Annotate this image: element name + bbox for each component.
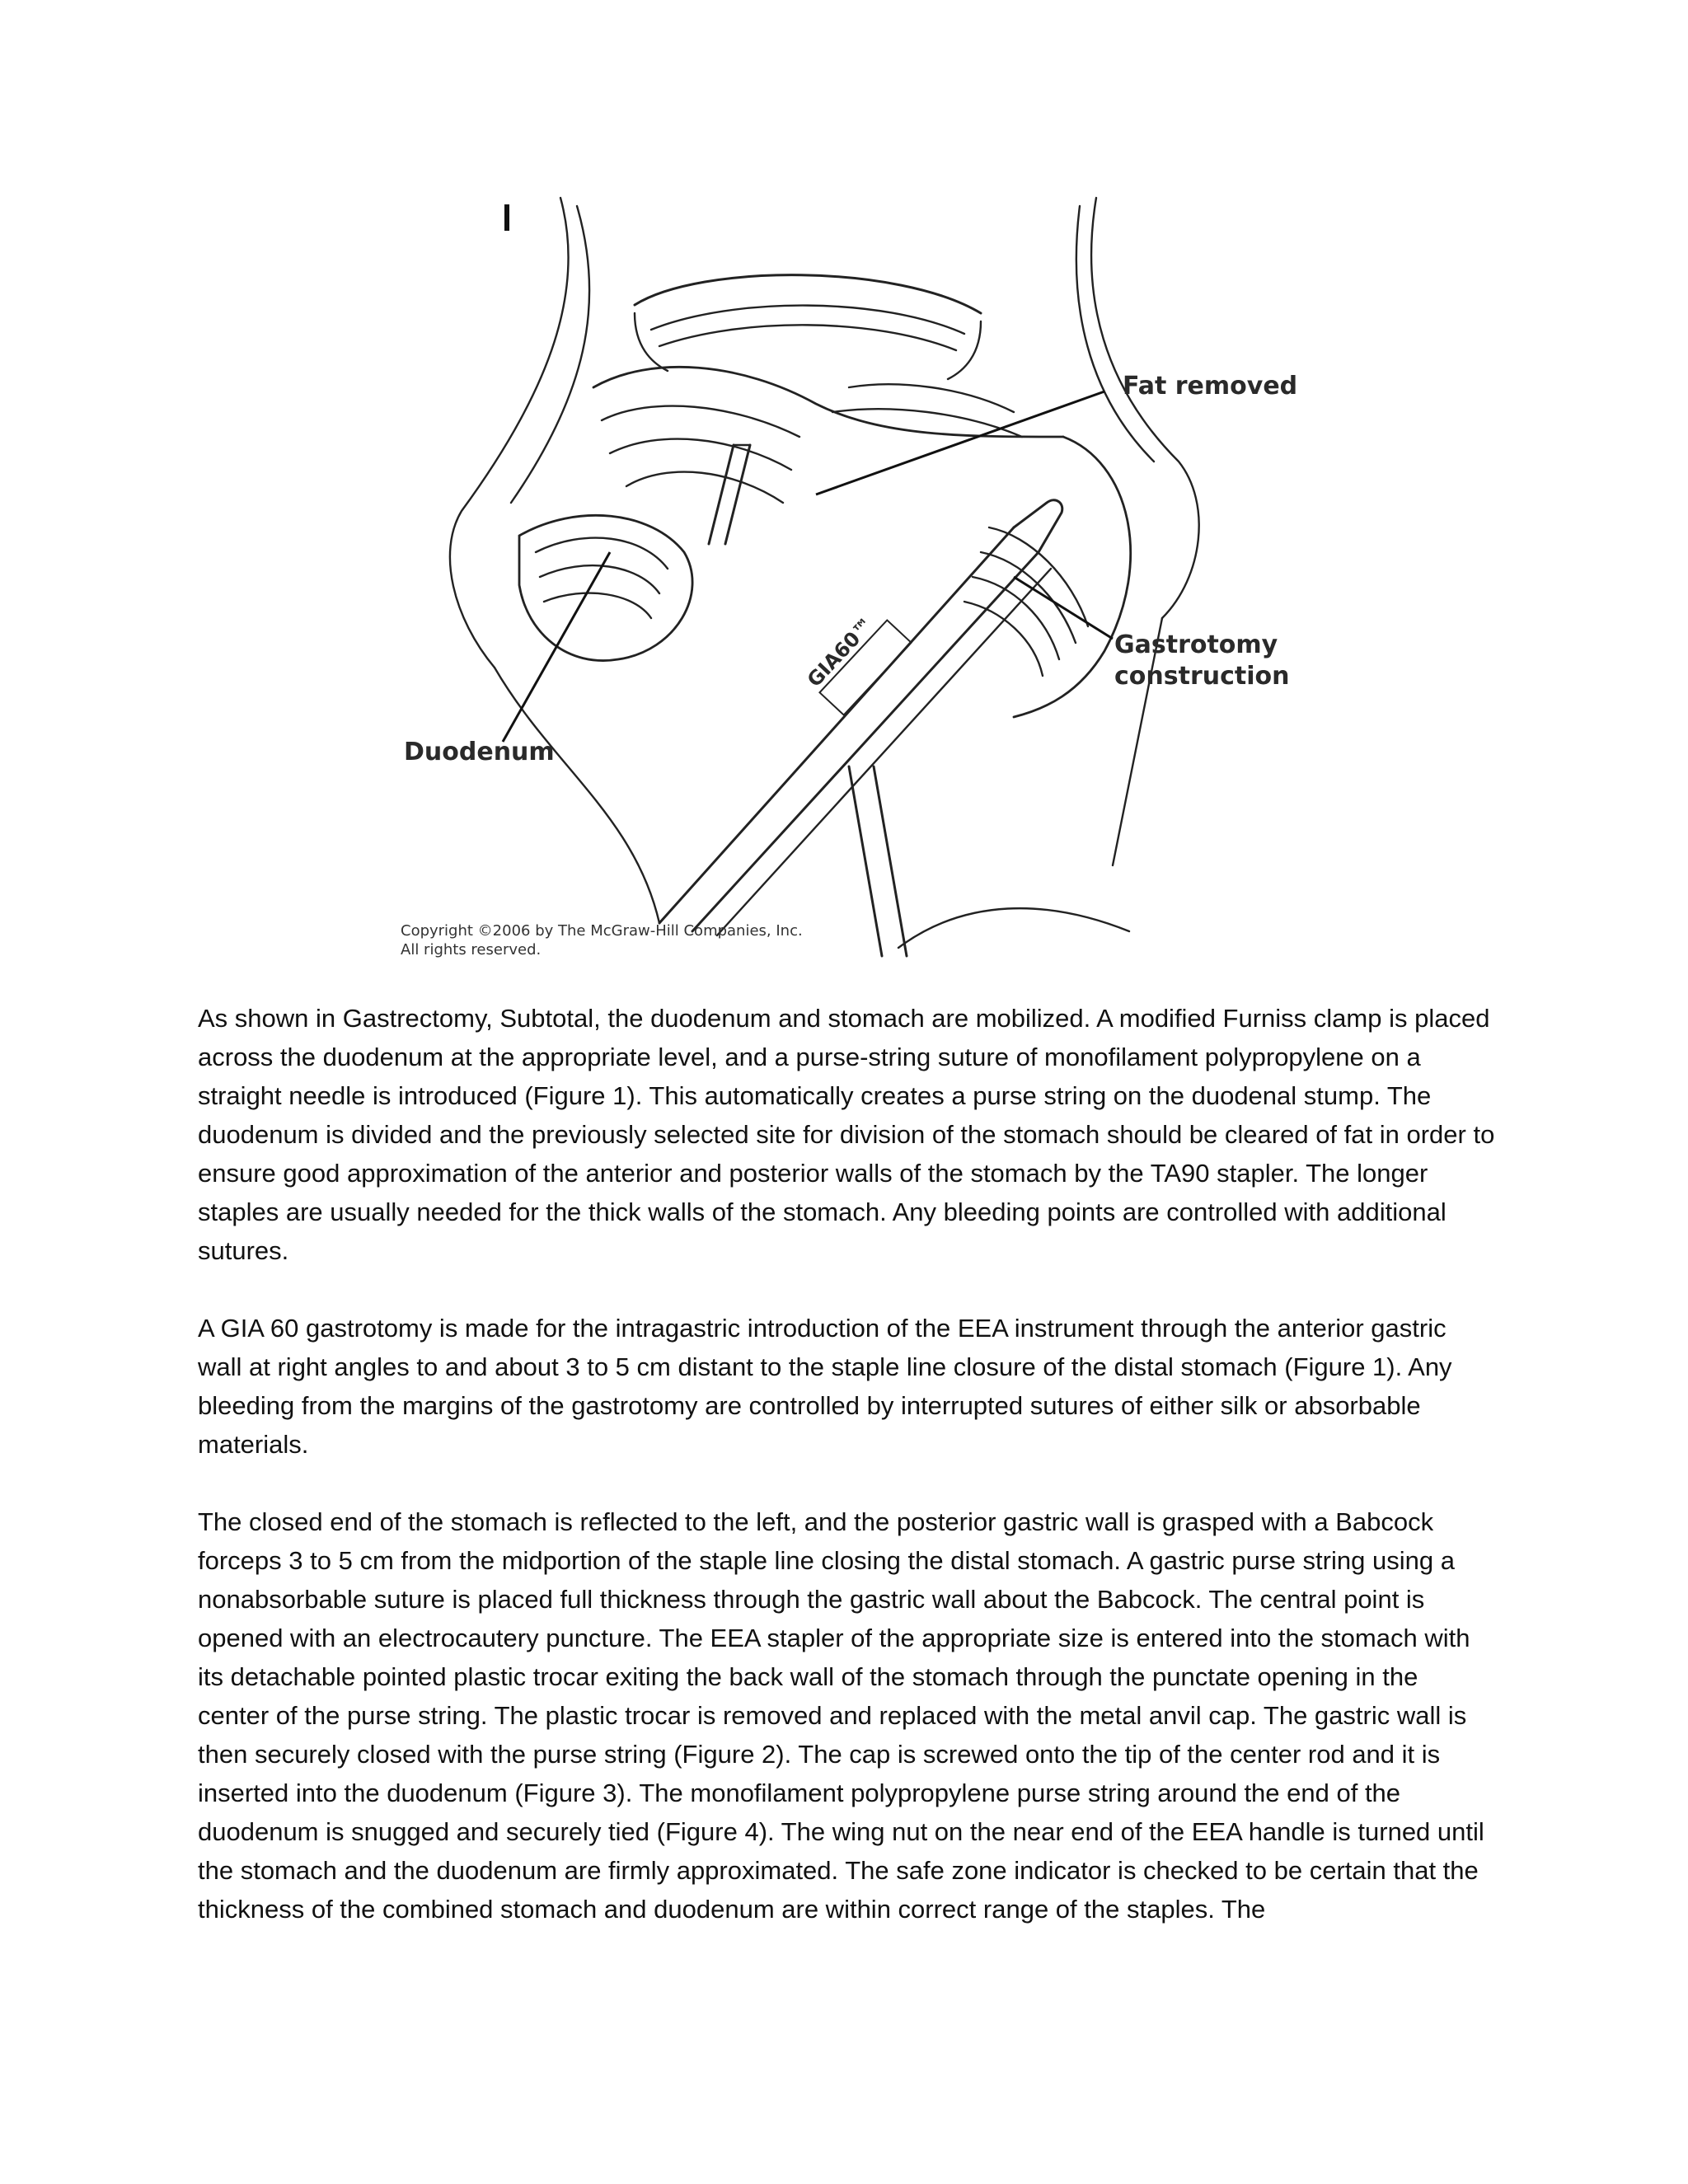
paragraph-3: The closed end of the stomach is reflected to the left, and the posterior gastric wall is grasped with a Babcock forceps 3 to 5 cm from the midportion of the staple line closing the distal stomach. A gastric purse string using a nonabsorbable suture is placed full thickness through the gastric wall about the Babcock. The central point is opened with an electrocautery puncture. The EEA stapler of the appropriate size is entered into the stomach with its detachable pointed plastic trocar exiting the back wall of the stomach through the punctate opening in the center of the purse string. The plastic trocar is removed and replaced with the metal anvil cap. The gastric wall is then securely closed with the purse string (Figure 2). The cap is screwed onto the tip of the center rod and it is inserted into the duodenum (Figure 3). The monofilament polypropylene purse string around the end of the duodenum is snugged and securely tied (Figure 4). The wing nut on the near end of the EEA handle is turned until the stomach and the duodenum are firmly approximated. The safe zone indicator is checked to be certain that the thickness of the combined stomach and duodenum are within correct range of the staples. The — [198, 1507, 1484, 1924]
illustration-drawing — [387, 190, 1311, 981]
copyright-line-2: All rights reserved. — [401, 941, 542, 958]
leader-line-fat-removed — [816, 391, 1104, 494]
copyright-line-1: Copyright ©2006 by The McGraw-Hill Companies, Inc. — [401, 922, 803, 940]
body-text — [198, 999, 1496, 1967]
label-stapler: GIA60™ — [802, 612, 879, 692]
surgical-illustration — [387, 190, 1311, 981]
label-gastrotomy-line2: construction — [1114, 662, 1290, 691]
label-gastrotomy-line1: Gastrotomy — [1114, 630, 1278, 659]
paragraph-1: As shown in Gastrectomy, Subtotal, the duodenum and stomach are mobilized. A modified Furniss clamp is placed across the duodenum at the appropriate level, and a purse-string suture of monofilament polypropylene on a straight needle is introduced (Figure 1). This automatically creates a purse string on the duodenal stump. The duodenum is divided and the previously selected site for division of the stomach should be cleared of fat in order to ensure good approximation of the anterior and posterior walls of the stomach by the TA90 stapler. The longer staples are usually needed for the thick walls of the stomach. Any bleeding points are controlled with additional sutures. — [198, 1004, 1495, 1265]
label-fat-removed: Fat removed — [1123, 372, 1298, 401]
label-duodenum: Duodenum — [404, 738, 555, 766]
paragraph-2: A GIA 60 gastrotomy is made for the intragastric introduction of the EEA instrument through the anterior gastric wall at right angles to and about 3 to 5 cm distant to the staple line closure of the distal stomach (Figure 1). Any bleeding from the margins of the gastrotomy are controlled by interrupted sutures of either silk or absorbable materials. — [198, 1314, 1452, 1459]
